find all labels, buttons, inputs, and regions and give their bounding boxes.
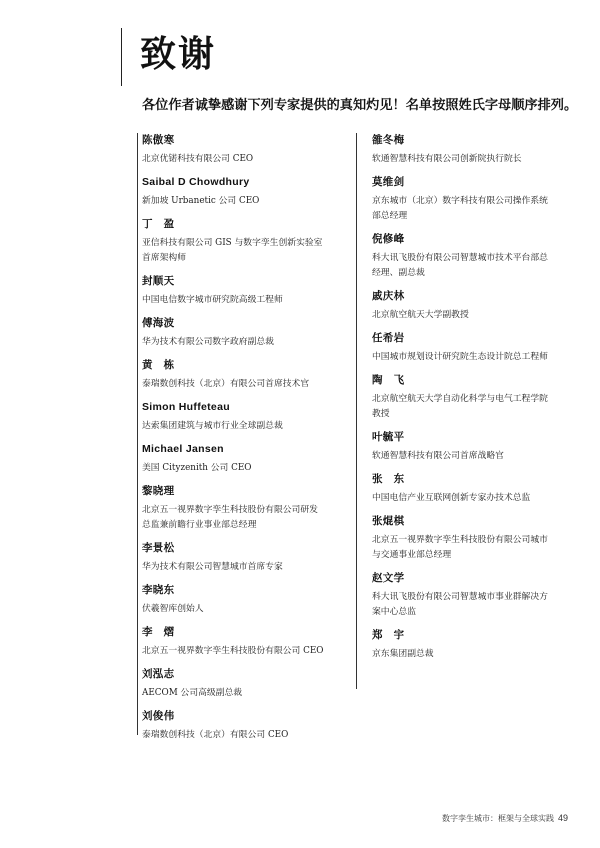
acknowledgee-entry <box>372 430 582 464</box>
acknowledgee-name: 李景松 <box>142 542 175 554</box>
acknowledgee-name: 戚庆林 <box>372 290 405 302</box>
acknowledgee-name: 张 东 <box>372 473 405 485</box>
acknowledgee-entry <box>142 358 347 392</box>
left-column-rule <box>137 133 138 735</box>
acknowledgee-name: 李 熠 <box>142 626 175 638</box>
acknowledgee-entry <box>142 217 347 266</box>
acknowledgee-name: Saibal D Chowdhury <box>142 176 250 188</box>
acknowledgee-affiliation: 经理、副总裁 <box>372 268 425 278</box>
acknowledgee-name: 陶 飞 <box>372 374 405 386</box>
acknowledgee-affiliation: 中国城市规划设计研究院生态设计院总工程师 <box>372 352 548 362</box>
acknowledgee-affiliation: 中国电信数字城市研究院高级工程师 <box>142 295 283 305</box>
acknowledgee-name: 任希岩 <box>372 332 405 344</box>
acknowledgee-name: 赵文学 <box>372 572 405 584</box>
acknowledgee-entry <box>142 400 347 434</box>
acknowledgee-affiliation: 科大讯飞股份有限公司智慧城市事业群解决方 <box>372 592 548 602</box>
acknowledgee-affiliation: 中国电信产业互联网创新专家办技术总监 <box>372 493 531 503</box>
acknowledgee-entry <box>142 133 347 167</box>
acknowledgee-affiliation: 与交通事业部总经理 <box>372 550 452 560</box>
acknowledgee-name: 傅海波 <box>142 317 175 329</box>
acknowledgee-entry <box>142 709 347 743</box>
acknowledgee-affiliation: 北京航空航天大学副教授 <box>372 310 469 320</box>
acknowledgee-name: 叶毓平 <box>372 431 405 443</box>
acknowledgee-affiliation: 北京五一视界数字孪生科技股份有限公司研发 <box>142 505 318 515</box>
acknowledgee-entry <box>372 175 582 224</box>
acknowledgee-name: 封顺天 <box>142 275 175 287</box>
acknowledgee-affiliation: 案中心总监 <box>372 607 416 617</box>
acknowledgee-affiliation: 达索集团建筑与城市行业全球副总裁 <box>142 421 283 431</box>
acknowledgee-affiliation: 美国 Cityzenith 公司 CEO <box>142 463 252 473</box>
acknowledgee-affiliation: 华为技术有限公司数字政府副总裁 <box>142 337 274 347</box>
acknowledgee-entry <box>142 274 347 308</box>
acknowledgee-entry <box>372 514 582 563</box>
acknowledgee-affiliation: 总监兼前瞻行业事业部总经理 <box>142 520 257 530</box>
acknowledgee-entry <box>372 373 582 422</box>
acknowledgee-entry <box>372 289 582 323</box>
right-column <box>372 133 582 670</box>
acknowledgee-name: 郑 宇 <box>372 629 405 641</box>
acknowledgee-entry <box>142 667 347 701</box>
acknowledgee-name: 刘泓志 <box>142 668 175 680</box>
acknowledgee-affiliation: 京东集团副总裁 <box>372 649 434 659</box>
acknowledgee-affiliation: 北京五一视界数字孪生科技股份有限公司城市 <box>372 535 548 545</box>
acknowledgee-name: 黄 栋 <box>142 359 175 371</box>
acknowledgee-affiliation: 北京五一视界数字孪生科技股份有限公司 CEO <box>142 646 324 656</box>
acknowledgee-name: 雒冬梅 <box>372 134 405 146</box>
acknowledgee-name: Michael Jansen <box>142 443 224 455</box>
page-number: 49 <box>557 813 568 823</box>
acknowledgee-affiliation: 新加坡 Urbanetic 公司 CEO <box>142 196 260 206</box>
acknowledgee-affiliation: 伏羲智库创始人 <box>142 604 204 614</box>
acknowledgee-entry <box>142 541 347 575</box>
acknowledgee-affiliation: 华为技术有限公司智慧城市首席专家 <box>142 562 283 572</box>
acknowledgee-entry <box>372 331 582 365</box>
acknowledgee-affiliation: 亚信科技有限公司 GIS 与数字孪生创新实验室 <box>142 238 323 248</box>
acknowledgee-affiliation: 科大讯飞股份有限公司智慧城市技术平台部总 <box>372 253 548 263</box>
acknowledgee-entry <box>142 625 347 659</box>
acknowledgee-affiliation: 软通智慧科技有限公司创新院执行院长 <box>372 154 522 164</box>
acknowledgee-entry <box>142 583 347 617</box>
acknowledgee-entry <box>372 571 582 620</box>
acknowledgee-name: 丁 盈 <box>142 218 175 230</box>
footer-book-title: 数字孪生城市：框架与全球实践 <box>441 814 554 823</box>
acknowledgee-affiliation: 教授 <box>372 409 390 419</box>
intro-text: 各位作者诚挚感谢下列专家提供的真知灼见！名单按照姓氏字母顺序排列。 <box>142 98 578 113</box>
acknowledgee-name: Simon Huffeteau <box>142 401 230 413</box>
acknowledgee-entry <box>142 316 347 350</box>
acknowledgee-affiliation: 北京航空航天大学自动化科学与电气工程学院 <box>372 394 548 404</box>
acknowledgee-name: 倪修峰 <box>372 233 405 245</box>
acknowledgee-name: 陈傲寒 <box>142 134 175 146</box>
acknowledgee-affiliation: 部总经理 <box>372 211 408 221</box>
acknowledgee-affiliation: 泰瑞数创科技（北京）有限公司 CEO <box>142 730 289 740</box>
acknowledgee-name: 莫维剑 <box>372 176 405 188</box>
acknowledgee-name: 黎晓理 <box>142 485 175 497</box>
acknowledgee-entry <box>142 484 347 533</box>
acknowledgee-name: 张焜棋 <box>372 515 405 527</box>
right-column-rule <box>356 133 357 689</box>
acknowledgee-entry <box>372 133 582 167</box>
acknowledgee-name: 李晓东 <box>142 584 175 596</box>
acknowledgee-affiliation: AECOM 公司高级副总裁 <box>142 688 243 698</box>
title-vertical-rule <box>121 28 122 86</box>
acknowledgee-entry <box>372 628 582 662</box>
page-title: 致谢 <box>140 33 217 75</box>
acknowledgee-affiliation: 首席架构师 <box>142 253 186 263</box>
acknowledgee-entry <box>372 472 582 506</box>
acknowledgee-entry <box>142 175 347 209</box>
acknowledgee-affiliation: 京东城市（北京）数字科技有限公司操作系统 <box>372 196 548 206</box>
acknowledgee-affiliation: 北京优锘科技有限公司 CEO <box>142 154 254 164</box>
acknowledgee-name: 刘俊伟 <box>142 710 175 722</box>
acknowledgee-entry <box>372 232 582 281</box>
acknowledgee-entry <box>142 442 347 476</box>
left-column <box>142 133 347 751</box>
page-footer <box>442 813 568 824</box>
acknowledgee-affiliation: 软通智慧科技有限公司首席战略官 <box>372 451 504 461</box>
acknowledgee-affiliation: 泰瑞数创科技（北京）有限公司首席技术官 <box>142 379 310 389</box>
